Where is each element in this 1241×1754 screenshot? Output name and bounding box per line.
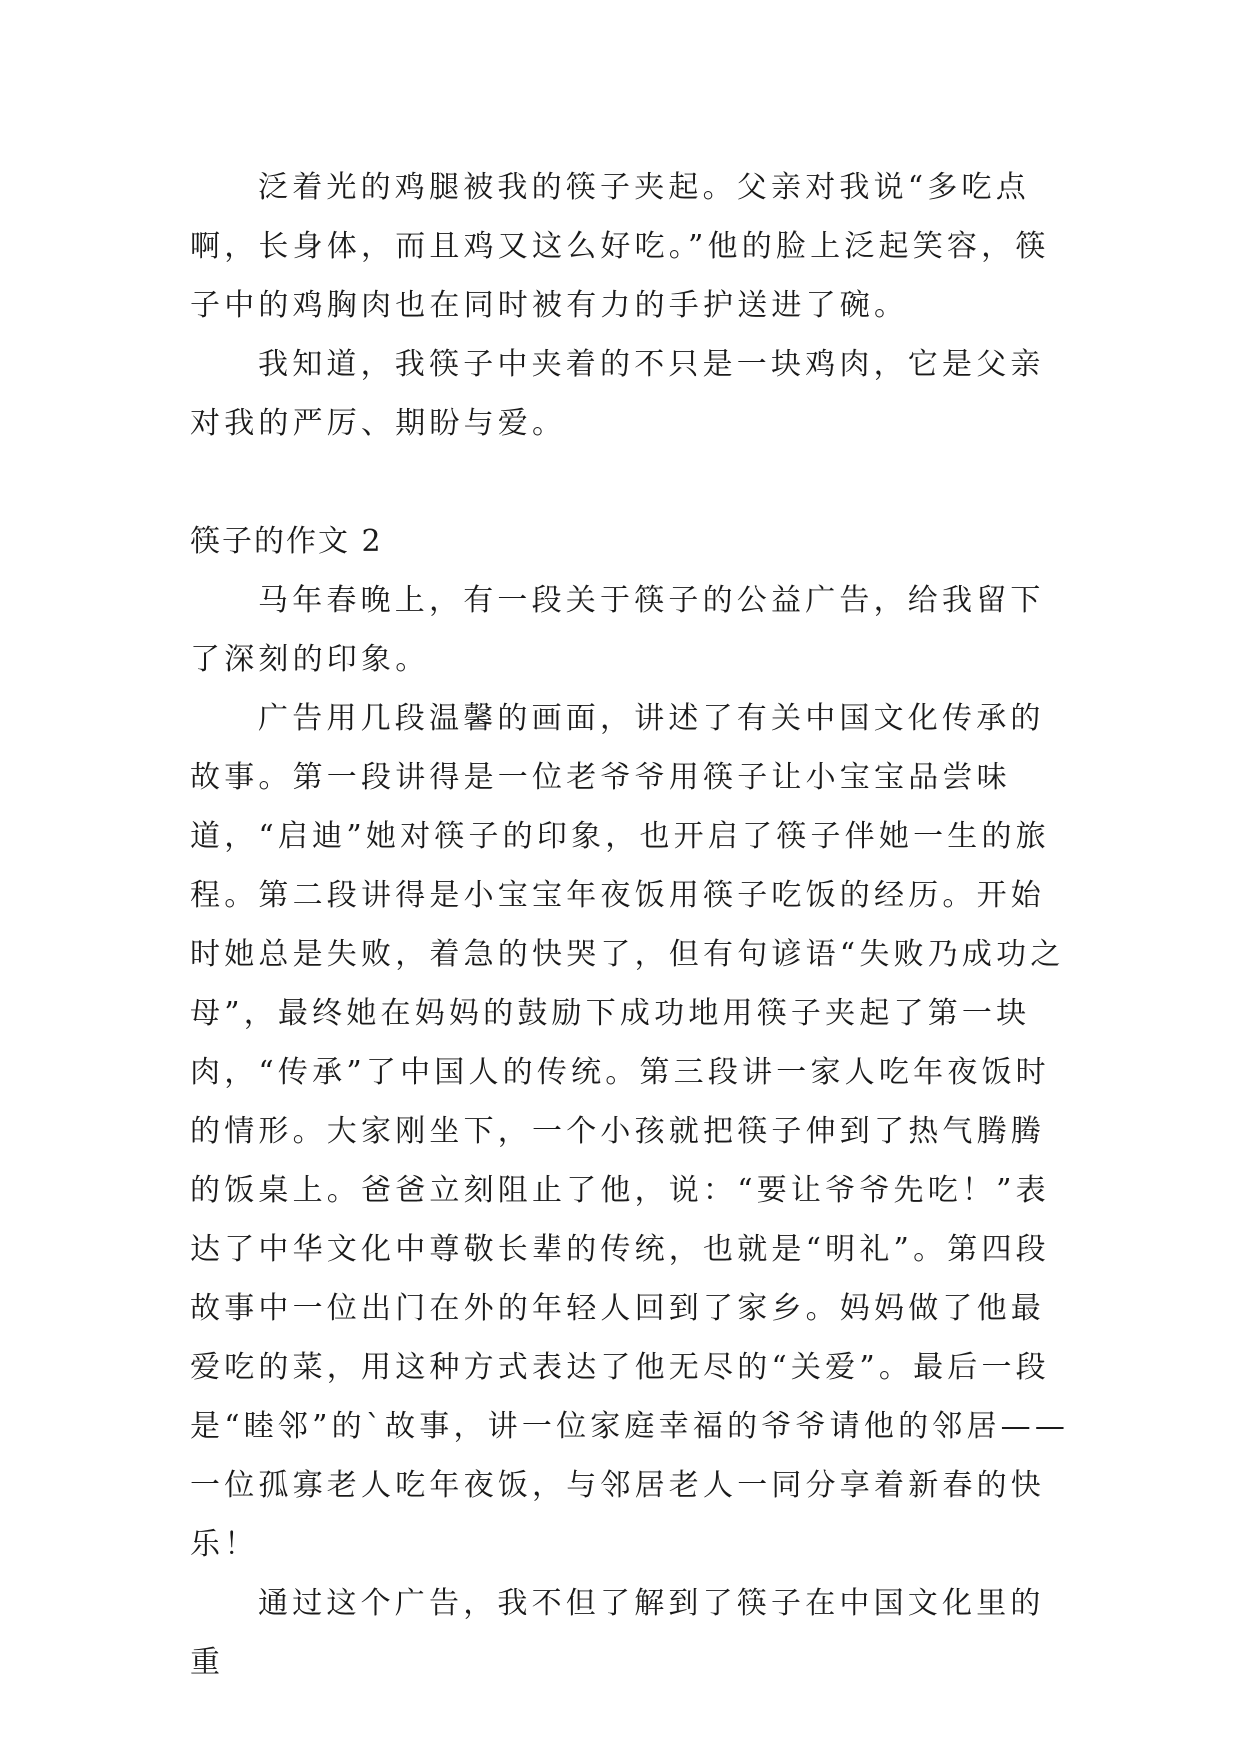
section-title: 筷子的作文 2	[190, 524, 383, 559]
document-body	[190, 158, 1070, 1692]
paragraph-3: 马年春晚上，有一段关于筷子的公益广告，给我留下了深刻的印象。	[190, 583, 1045, 677]
paragraph-2: 我知道，我筷子中夹着的不只是一块鸡肉，它是父亲对我的严厉、期盼与爱。	[190, 347, 1045, 441]
paragraph-4: 广告用几段温馨的画面，讲述了有关中国文化传承的故事。第一段讲得是一位老爷爷用筷子让小宝宝品尝味道，“启迪”她对筷子的印象，也开启了筷子伴她一生的旅程。第二段讲得是小宝宝年夜饭用筷子吃饭的经历。开始时她总是失败，着急的快哭了，但有句谚语“失败乃成功之母”，最终她在妈妈的鼓励下成功地用筷子夹起了第一块肉，“传承”了中国人的传统。第三段讲一家人吃年夜饭时的情形。大家刚坐下，一个小孩就把筷子伸到了热气腾腾的饭桌上。爸爸立刻阻止了他，说：“要让爷爷先吃！”表达了中华文化中尊敬长辈的传统，也就是“明礼”。第四段故事中一位出门在外的年轻人回到了家乡。妈妈做了他最爱吃的菜，用这种方式表达了他无尽的“关爱”。最后一段是“睦邻”的`故事，讲一位家庭幸福的爷爷请他的邻居——一位孤寡老人吃年夜饭，与邻居老人一同分享着新春的快乐！	[190, 701, 1070, 1562]
paragraph-5: 通过这个广告，我不但了解到了筷子在中国文化里的重	[190, 1586, 1045, 1680]
section-gap	[190, 453, 1070, 512]
paragraph-1: 泛着光的鸡腿被我的筷子夹起。父亲对我说“多吃点啊，长身体，而且鸡又这么好吃。”他的脸上泛起笑容，筷子中的鸡胸肉也在同时被有力的手护送进了碗。	[190, 170, 1050, 323]
